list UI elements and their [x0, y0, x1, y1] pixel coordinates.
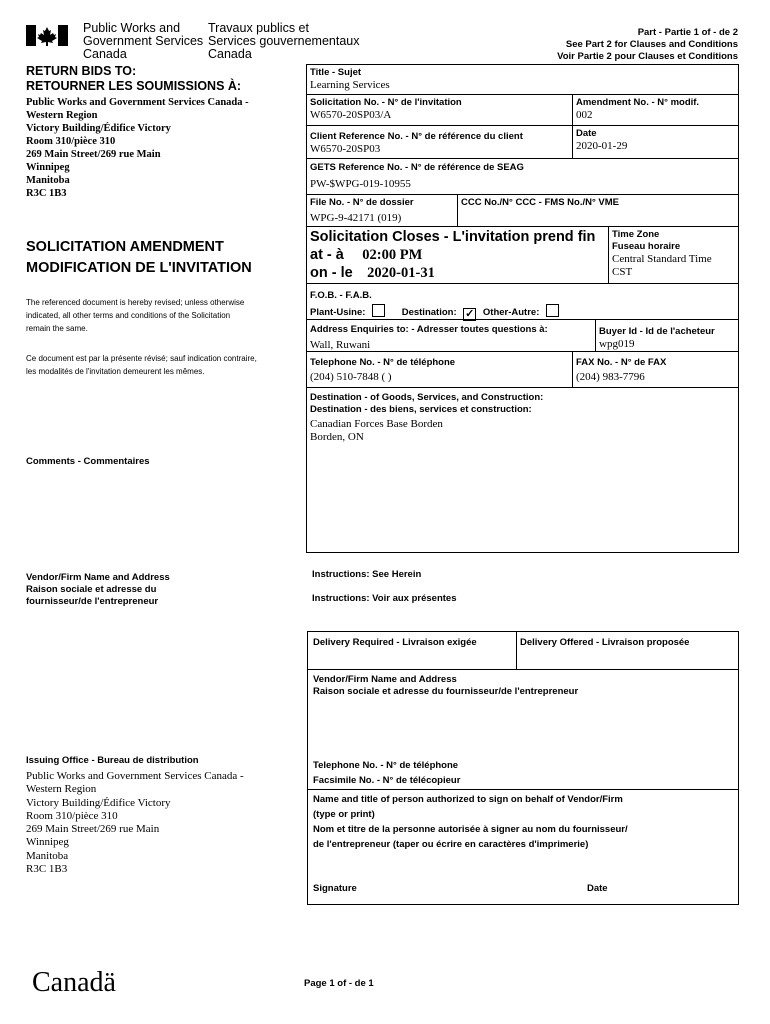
on-label: on - le — [310, 265, 353, 281]
amendment-value: 002 — [576, 109, 593, 121]
ccc-cell — [458, 195, 739, 227]
destination-goods-value-1: Canadian Forces Base Borden — [310, 418, 443, 430]
signatory-label: Name and title of person authorized to sign on behalf of Vendor/Firm (type or print) Nom et titre de la personne autorisée à signer au nom du fournisseur/ de l'entrepreneur (taper ou écrire en caractères d'imprimerie) — [313, 794, 628, 850]
other-checkbox[interactable] — [546, 304, 559, 317]
buyer-label: Buyer Id - Id de l'acheteur — [599, 326, 715, 337]
amendment-notice-fr: Ce document est par la présente révisé; sauf indication contraire, les modalités de l'invitation demeurent les mêmes. — [26, 354, 257, 376]
destination-goods-value-2: Borden, ON — [310, 431, 364, 443]
amendment-notice-en: The referenced document is hereby revised; unless otherwise indicated, all other terms and conditions of the Solicitation remain the same. — [26, 298, 245, 333]
delivery-required-label: Delivery Required - Livraison exigée — [313, 637, 477, 648]
closes-label: Solicitation Closes - L'invitation prend fin — [310, 229, 596, 245]
page-number: Page 1 of - de 1 — [304, 978, 374, 989]
file-value: WPG-9-42171 (019) — [310, 212, 402, 224]
title-cell — [307, 65, 739, 95]
logo-text-fr: Travaux publics et Services gouvernementaux Canada — [208, 21, 360, 61]
fax-cell — [573, 352, 739, 388]
vendor-tel-label: Telephone No. - N° de téléphone — [313, 760, 459, 771]
solicitation-cell — [307, 95, 573, 126]
destination-goods-label-fr: Destination - des biens, services et construction: — [310, 404, 532, 415]
fax-value: (204) 983-7796 — [576, 371, 645, 383]
tz-value: Central Standard Time — [612, 253, 712, 265]
close-time-value: 02:00 PM — [362, 247, 423, 263]
buyer-value: wpg019 — [599, 338, 635, 350]
solicitation-value: W6570-20SP03/A — [310, 109, 392, 121]
return-bids-title: RETURN BIDS TO: RETOURNER LES SOUMISSIONS À: — [26, 64, 242, 93]
vendor-name-label-fr: Raison sociale et adresse du fournisseur/de l'entrepreneur — [313, 686, 579, 697]
canada-flag-icon — [26, 25, 68, 46]
gets-cell — [307, 159, 739, 195]
instructions-en: Instructions: See Herein — [312, 569, 422, 580]
other-label: Other-Autre: — [482, 307, 540, 318]
signatory-cell[interactable] — [308, 790, 739, 905]
plant-checkbox[interactable] — [372, 304, 385, 317]
address-enquiries-value: Wall, Ruwani — [310, 339, 371, 351]
destination-label: Destination: — [401, 307, 457, 318]
signature-label: Signature — [313, 883, 357, 894]
date-cell — [573, 126, 739, 159]
vendor-form — [307, 631, 739, 905]
buyer-cell — [596, 320, 739, 352]
tz-label-fr: Fuseau horaire — [612, 241, 681, 252]
title-value: Learning Services — [310, 79, 390, 91]
issuing-office-address: Public Works and Government Services Canada - Western Region Victory Building/Édifice Victory Room 310/pièce 310 269 Main Street/269 rue Main Winnipeg Manitoba R3C 1B3 — [26, 770, 244, 876]
plant-label: Plant-Usine: — [310, 307, 366, 318]
vendor-name-label-en: Vendor/Firm Name and Address — [313, 674, 457, 685]
file-label: File No. - N° de dossier — [310, 197, 414, 208]
vendor-fax-label: Facsimile No. - N° de télécopieur — [313, 775, 461, 786]
gets-value: PW-$WPG-019-10955 — [310, 178, 411, 190]
amendment-title: SOLICITATION AMENDMENT MODIFICATION DE L'INVITATION — [26, 239, 252, 276]
logo-text-en: Public Works and Government Services Canada — [83, 21, 204, 61]
fax-label: FAX No. - N° de FAX — [576, 357, 667, 368]
amendment-label: Amendment No. - N° modif. — [576, 97, 700, 108]
date-value: 2020-01-29 — [576, 140, 628, 152]
address-enquiries-label: Address Enquiries to: - Adresser toutes questions à: — [310, 324, 548, 335]
telephone-value: (204) 510-7848 ( ) — [310, 371, 392, 383]
delivery-offered-cell[interactable] — [517, 632, 739, 670]
tz-label: Time Zone — [612, 229, 660, 240]
address-enquiries-cell — [307, 320, 596, 352]
at-label: at - à — [310, 247, 344, 263]
ccc-label: CCC No./N° CCC - FMS No./N° VME — [461, 197, 620, 208]
issuing-office-label: Issuing Office - Bureau de distribution — [26, 755, 199, 766]
destination-cell — [307, 388, 739, 553]
part-info: Part - Partie 1 of - de 2 See Part 2 for Clauses and Conditions Voir Partie 2 pour Clauses et Conditions — [557, 27, 738, 62]
solicitation-form — [306, 64, 739, 553]
date-label: Date — [576, 128, 597, 139]
client-ref-value: W6570-20SP03 — [310, 143, 381, 155]
gets-label: GETS Reference No. - N° de référence de SEAG — [310, 162, 524, 173]
canada-wordmark: Canadä — [32, 967, 116, 998]
return-bids-address: Public Works and Government Services Canada - Western Region Victory Building/Édifice Victory Room 310/pièce 310 269 Main Street/269 rue Main Winnipeg Manitoba R3C 1B3 — [26, 97, 249, 199]
telephone-label: Telephone No. - N° de téléphone — [310, 357, 456, 368]
tz-abbr: CST — [612, 266, 633, 278]
delivery-offered-label: Delivery Offered - Livraison proposée — [520, 637, 690, 648]
vendor-left-label: Vendor/Firm Name and Address Raison sociale et adresse du fournisseur/de l'entrepreneur — [26, 572, 170, 607]
close-date-value: 2020-01-31 — [367, 265, 435, 281]
solicitation-label: Solicitation No. - N° de l'invitation — [310, 97, 462, 108]
file-cell — [307, 195, 458, 227]
comments-label: Comments - Commentaires — [26, 456, 150, 467]
vendor-info-cell[interactable] — [308, 670, 739, 790]
destination-goods-label-en: Destination - of Goods, Services, and Construction: — [310, 392, 544, 403]
amendment-cell — [573, 95, 739, 126]
destination-checkbox[interactable]: ✓ — [465, 308, 475, 320]
fob-cell — [307, 284, 739, 320]
client-ref-cell — [307, 126, 573, 159]
fob-label: F.O.B. - F.A.B. — [310, 290, 372, 301]
client-ref-label: Client Reference No. - N° de référence du client — [310, 131, 523, 142]
time-zone-cell — [609, 227, 739, 284]
delivery-required-cell[interactable] — [308, 632, 517, 670]
telephone-cell — [307, 352, 573, 388]
instructions-fr: Instructions: Voir aux présentes — [312, 593, 457, 604]
title-label: Title - Sujet — [310, 67, 362, 78]
signature-date-label: Date — [587, 883, 608, 894]
closing-cell — [307, 227, 609, 284]
